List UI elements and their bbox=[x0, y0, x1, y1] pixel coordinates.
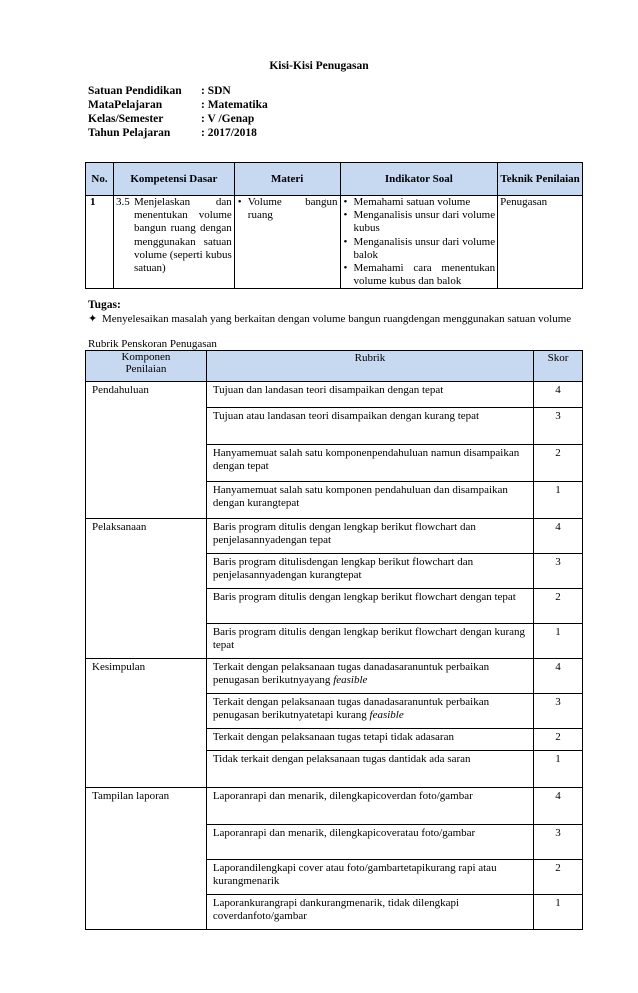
four-point-star-icon: ✦ bbox=[88, 313, 98, 325]
row-no: 1 bbox=[86, 196, 114, 289]
rubrik-heading: Rubrik Penskoran Penugasan bbox=[88, 338, 217, 350]
komponen-cell: Tampilan laporan bbox=[86, 788, 207, 930]
komponen-cell: Kesimpulan bbox=[86, 659, 207, 788]
rubrik-cell bbox=[206, 694, 533, 729]
table-row bbox=[86, 196, 583, 289]
skor-cell: 2 bbox=[534, 860, 583, 895]
table-row bbox=[86, 788, 583, 825]
meta-value: : 2017/2018 bbox=[201, 127, 257, 139]
header-materi: Materi bbox=[234, 163, 340, 196]
komponen-cell: Pelaksanaan bbox=[86, 519, 207, 659]
table-row bbox=[86, 519, 583, 554]
table-header-row bbox=[86, 351, 583, 382]
rubrik-cell: Hanyamemuat salah satu komponenpendahuluan namun disampaikan dengan tepat bbox=[206, 445, 533, 482]
skor-cell: 3 bbox=[534, 825, 583, 860]
skor-cell: 2 bbox=[534, 589, 583, 624]
rubrik-cell: Baris program ditulisdengan lengkap berikut flowchart dan penjelasannyadengan kurangtepat bbox=[206, 554, 533, 589]
indikator-item: • Memahami satuan volume bbox=[354, 196, 496, 209]
rubrik-cell: Laporandilengkapi cover atau foto/gambartetapikurang rapi atau kurangmenarik bbox=[206, 860, 533, 895]
rubrik-cell: Laporanrapi dan menarik, dilengkapicoverdan foto/gambar bbox=[206, 788, 533, 825]
header-komponen: Komponen Penilaian bbox=[86, 351, 207, 382]
skor-cell: 2 bbox=[534, 729, 583, 751]
skor-cell: 2 bbox=[534, 445, 583, 482]
meta-row bbox=[88, 84, 268, 98]
rubrik-cell: Terkait dengan pelaksanaan tugas tetapi tidak adasaran bbox=[206, 729, 533, 751]
rubrik-italic-term: feasible bbox=[369, 709, 404, 721]
indikator-item: • Menganalisis unsur dari volume balok bbox=[354, 236, 496, 262]
tugas-text: Menyelesaikan masalah yang berkaitan dengan volume bangun ruangdengan menggunakan satuan volume bbox=[102, 313, 572, 325]
rubrik-cell: Baris program ditulis dengan lengkap berikut flowchart dengan kurang tepat bbox=[206, 624, 533, 659]
kisi-table bbox=[85, 162, 583, 289]
meta-row bbox=[88, 112, 268, 126]
skor-cell: 1 bbox=[534, 751, 583, 788]
rubrik-cell: Tujuan dan landasan teori disampaikan dengan tepat bbox=[206, 382, 533, 408]
rubrik-cell: Baris program ditulis dengan lengkap berikut flowchart dengan tepat bbox=[206, 589, 533, 624]
skor-cell: 4 bbox=[534, 519, 583, 554]
row-kompetensi bbox=[113, 196, 234, 289]
kd-number: 3.5 bbox=[115, 196, 130, 208]
rubrik-italic-term: feasible bbox=[333, 674, 368, 686]
skor-cell: 1 bbox=[534, 482, 583, 519]
skor-cell: 3 bbox=[534, 408, 583, 445]
materi-item: • Volume bangun ruang bbox=[248, 196, 338, 222]
meta-value: : V /Genap bbox=[201, 113, 255, 125]
rubrik-text: Terkait dengan pelaksanaan tugas danadasaranuntuk perbaikan penugasan berikutnyatetapi kurang bbox=[212, 696, 490, 721]
skor-cell: 1 bbox=[534, 895, 583, 930]
header-no: No. bbox=[86, 163, 114, 196]
indikator-item: • Menganalisis unsur dari volume kubus bbox=[354, 209, 496, 235]
identity-block bbox=[88, 84, 268, 140]
skor-cell: 1 bbox=[534, 624, 583, 659]
rubrik-table bbox=[85, 350, 583, 930]
header-kompetensi: Kompetensi Dasar bbox=[113, 163, 234, 196]
komponen-cell: Pendahuluan bbox=[86, 382, 207, 519]
meta-key: Kelas/Semester bbox=[88, 113, 164, 125]
tugas-heading: Tugas: bbox=[88, 299, 121, 311]
skor-cell: 4 bbox=[534, 382, 583, 408]
header-indikator: Indikator Soal bbox=[340, 163, 498, 196]
rubrik-cell: Laporanrapi dan menarik, dilengkapicoveratau foto/gambar bbox=[206, 825, 533, 860]
header-teknik: Teknik Penilaian bbox=[498, 163, 583, 196]
table-row bbox=[86, 659, 583, 694]
header-rubrik: Rubrik bbox=[206, 351, 533, 382]
document-title: Kisi-Kisi Penugasan bbox=[269, 60, 369, 72]
skor-cell: 4 bbox=[534, 788, 583, 825]
skor-cell: 4 bbox=[534, 659, 583, 694]
meta-key: Satuan Pendidikan bbox=[88, 85, 182, 97]
kd-text: Menjelaskan dan menentukan volume bangun ruang dengan menggunakan satuan volume (seperti kubus satuan) bbox=[133, 196, 232, 275]
meta-row bbox=[88, 98, 268, 112]
meta-row bbox=[88, 126, 268, 140]
row-indikator bbox=[340, 196, 498, 289]
tugas-item bbox=[88, 312, 571, 325]
rubrik-cell: Laporankurangrapi dankurangmenarik, tidak dilengkapi coverdanfoto/gambar bbox=[206, 895, 533, 930]
rubrik-text: Terkait dengan pelaksanaan tugas danadasaranuntuk perbaikan penugasan berikutnyayang bbox=[212, 661, 490, 686]
meta-key: Tahun Pelajaran bbox=[88, 127, 171, 139]
row-materi bbox=[234, 196, 340, 289]
row-teknik: Penugasan bbox=[498, 196, 583, 289]
table-header-row bbox=[86, 163, 583, 196]
table-row bbox=[86, 382, 583, 408]
meta-value: : Matematika bbox=[201, 99, 268, 111]
header-skor: Skor bbox=[534, 351, 583, 382]
rubrik-cell: Baris program ditulis dengan lengkap berikut flowchart dan penjelasannyadengan tepat bbox=[206, 519, 533, 554]
rubrik-cell: Hanyamemuat salah satu komponen pendahuluan dan disampaikan dengan kurangtepat bbox=[206, 482, 533, 519]
meta-value: : SDN bbox=[201, 85, 231, 97]
indikator-item: • Memahami cara menentukan volume kubus dan balok bbox=[354, 262, 496, 288]
rubrik-cell: Tujuan atau landasan teori disampaikan dengan kurang tepat bbox=[206, 408, 533, 445]
meta-key: MataPelajaran bbox=[88, 99, 163, 111]
rubrik-cell bbox=[206, 659, 533, 694]
skor-cell: 3 bbox=[534, 694, 583, 729]
skor-cell: 3 bbox=[534, 554, 583, 589]
rubrik-cell: Tidak terkait dengan pelaksanaan tugas dantidak ada saran bbox=[206, 751, 533, 788]
